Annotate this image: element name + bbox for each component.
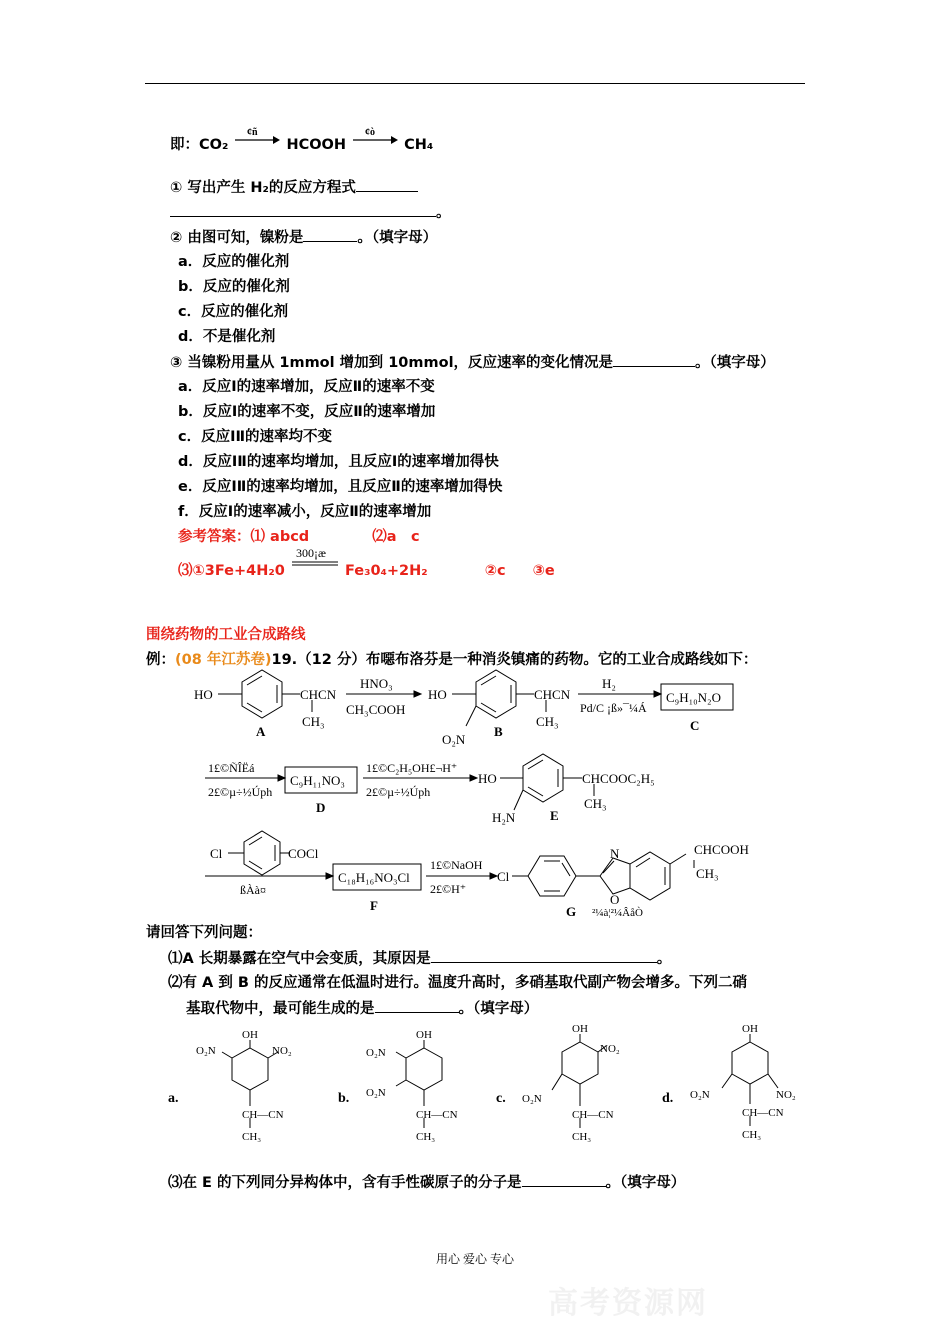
g-n: N (610, 846, 620, 861)
ring-g-phenyl (528, 856, 576, 896)
b-o2n: O₂N (442, 732, 466, 747)
b-chcn: CH—CN (416, 1109, 458, 1121)
q2-option-c: c．反应的催化剂 (178, 304, 289, 320)
label-d: D (316, 800, 326, 815)
answer-line-2 (178, 546, 555, 580)
d-no2: NO₂ (776, 1089, 796, 1101)
q2-option-a: a．反应的催化剂 (178, 254, 290, 270)
q2-option-b: b．反应的催化剂 (178, 279, 290, 295)
ring-g-benzo (630, 852, 670, 900)
synthesis-scheme (0, 668, 950, 918)
ring-choice-a (232, 1048, 268, 1090)
sub-q1 (168, 949, 671, 968)
c-ch3: CH₃ (572, 1131, 592, 1143)
choice-structures (0, 1018, 950, 1148)
choice-c-label: c. (496, 1091, 506, 1106)
sub-q3-blank (522, 1173, 606, 1187)
answer-3-condition: 300¡æ (295, 546, 326, 560)
a-oh: OH (242, 1029, 258, 1041)
q1-line2 (170, 203, 451, 222)
arrow2-label: ¢ò (365, 127, 376, 138)
arrow-2 (351, 127, 399, 154)
choice-b-label: b. (338, 1091, 350, 1106)
b-o2n-1: O₂N (366, 1047, 386, 1059)
q3-hint: 。（填字母） (695, 355, 775, 371)
f-cl: Cl (210, 846, 223, 861)
q2 (170, 228, 437, 247)
example-text: 19.（12 分）布噁布洛芬是一种消炎镇痛的药物。它的工业合成路线如下： (271, 652, 758, 668)
f-formula: C₁₈H₁₆NO₃Cl (338, 870, 410, 885)
choice-d-label: d. (662, 1091, 674, 1106)
arrow1-label: ¢ñ (247, 127, 258, 138)
a-chcn: CH—CN (242, 1109, 284, 1121)
g-chcooh: CHCOOH (694, 842, 749, 857)
page-footer: 用心 爱心 专心 (435, 1252, 514, 1266)
ring-choice-b (406, 1048, 442, 1090)
sub-q2-line1: ⑵有 A 到 B 的反应通常在低温时进行。温度升高时，多硝基取代副产物会增多。下列二硝 (168, 975, 747, 991)
step-g1: 1£©NaOH (430, 858, 483, 872)
b-ho: HO (428, 687, 447, 702)
arrow-1 (233, 127, 281, 154)
b-o2n-2: O₂N (366, 1087, 386, 1099)
a-ch3: CH₃ (302, 714, 325, 729)
hno3: HNO₃ (360, 676, 393, 691)
a-no2: NO₂ (272, 1045, 292, 1057)
answer-3-c: ③e (532, 563, 555, 579)
a-chcn: CHCN (300, 687, 337, 702)
d-chcn: CH—CN (742, 1107, 784, 1119)
ring-choice-d (732, 1042, 768, 1084)
step-e1: 1£©C₂H₅OH£¬H⁺ (366, 761, 458, 775)
e-ch3: CH₃ (584, 796, 607, 811)
c-formula: C₉H₁₀N₂O (666, 690, 721, 705)
sub-q3-text: ⑶在 E 的下列同分异构体中，含有手性碳原子的分子是 (168, 1175, 522, 1191)
q1 (170, 178, 418, 197)
reagent-f: ßÀà¤ (240, 883, 266, 897)
answer-2: ⑵a c (372, 529, 420, 545)
q3-blank (613, 353, 695, 367)
ring-g-oxazole (600, 858, 630, 894)
ring-e (523, 754, 563, 802)
ch4-formula: CH₄ (404, 137, 434, 153)
q3-option-e: e．反应ⅠⅡ的速率均增加，且反应Ⅱ的速率增加得快 (178, 479, 503, 495)
q3-option-a: a．反应Ⅰ的速率增加，反应Ⅱ的速率不变 (178, 379, 435, 395)
q3-option-d: d．反应ⅠⅡ的速率均增加，且反应Ⅰ的速率增加得快 (178, 454, 499, 470)
b-oh: OH (416, 1029, 432, 1041)
a-ho: HO (194, 687, 213, 702)
q3-option-b: b．反应Ⅰ的速率不变，反应Ⅱ的速率增加 (178, 404, 436, 420)
h2: H₂ (602, 676, 616, 691)
section-title: 围绕药物的工业合成路线 (146, 627, 306, 643)
d-formula: C₉H₁₁NO₃ (290, 773, 345, 788)
q1-end: 。 (436, 205, 451, 221)
hcooh-formula: HCOOH (286, 137, 347, 153)
pdc: Pd/C ¡ß»¯¼Á (580, 701, 647, 715)
e-ho: HO (478, 771, 497, 786)
f-cocl: COCl (288, 846, 319, 861)
q3 (170, 353, 775, 372)
sub-q3-hint: 。（填字母） (605, 1175, 686, 1191)
q3-option-c: c．反应ⅠⅡ的速率均不变 (178, 429, 333, 445)
q3-option-f: f．反应Ⅰ的速率减小，反应Ⅱ的速率增加 (178, 504, 432, 520)
q1-text: ① 写出产生 H₂的反应方程式 (170, 180, 356, 196)
scheme-prefix: 即： (170, 137, 199, 153)
choice-a-label: a. (168, 1091, 179, 1106)
label-f: F (370, 898, 378, 913)
sub-q1-text: ⑴A 长期暴露在空气中会变质，其原因是 (168, 951, 431, 967)
ring-choice-c (562, 1042, 598, 1084)
step-e2: 2£©µ÷½Úph (366, 785, 431, 799)
c-oh: OH (572, 1023, 588, 1035)
answer-label: 参考答案： (178, 529, 251, 545)
q1-blank (356, 178, 418, 192)
sub-q2-blank (375, 999, 459, 1013)
g-ch3: CH₃ (696, 866, 719, 881)
a-ch3: CH₃ (242, 1131, 262, 1143)
answer-3-prefix: ⑶①3Fe+4H₂0 (178, 563, 285, 579)
sub-q2-line2 (186, 999, 538, 1018)
reaction-scheme-line (170, 127, 434, 154)
header-rule (145, 83, 805, 84)
g-o: O (610, 892, 620, 907)
b-ch3: CH₃ (416, 1131, 436, 1143)
equilibrium-arrow (290, 546, 340, 580)
ring-a (242, 670, 282, 718)
e-h2n: H₂N (492, 810, 516, 825)
sub-q2-hint: 。（填字母） (458, 1001, 539, 1017)
c-chcn: CH—CN (572, 1109, 614, 1121)
step-d1: 1£©ÑÎËá (208, 761, 255, 775)
q2-option-d: d．不是催化剂 (178, 329, 276, 345)
step-d2: 2£©µ÷½Úph (208, 785, 273, 799)
g-note: ²¼à¦²¼ÂåÒ (592, 907, 643, 918)
ch3cooh: CH₃COOH (346, 702, 406, 717)
answer-3-b: ②c (484, 563, 506, 579)
co2-formula: CO₂ (199, 137, 229, 153)
g-cl: Cl (497, 869, 510, 884)
c-o2n: O₂N (522, 1093, 542, 1105)
sub-q3 (168, 1173, 685, 1192)
label-e: E (550, 808, 559, 823)
q1-blank-2 (170, 203, 436, 217)
sub-q2-text: 基取代物中，最可能生成的是 (186, 1001, 375, 1017)
c-no2: NO₂ (600, 1043, 620, 1055)
example-source: (08 年江苏卷) (175, 652, 272, 668)
questions-intro: 请回答下列问题： (146, 925, 262, 941)
label-b: B (494, 724, 503, 739)
a-o2n: O₂N (196, 1045, 216, 1057)
watermark: 高考资源网 (548, 1286, 708, 1321)
q3-text: ③ 当镍粉用量从 1mmol 增加到 10mmol，反应速率的变化情况是 (170, 355, 614, 371)
q2-text: ② 由图可知，镍粉是 (170, 230, 304, 246)
e-ester: CHCOOC₂H₅ (582, 771, 655, 786)
q2-hint: 。（填字母） (357, 230, 438, 246)
answer-1: ⑴ abcd (250, 529, 310, 545)
d-o2n: O₂N (690, 1089, 710, 1101)
d-ch3: CH₃ (742, 1129, 762, 1141)
example-prefix: 例： (146, 652, 175, 668)
answer-3-product: Fe₃0₄+2H₂ (344, 563, 428, 579)
label-g: G (566, 904, 577, 918)
sub-q1-end: 。 (656, 951, 672, 967)
example-line (146, 651, 757, 669)
answer-line-1 (178, 528, 420, 546)
sub-q1-blank (431, 949, 657, 963)
step-g2: 2£©H⁺ (430, 882, 467, 896)
q2-blank (303, 228, 357, 242)
ring-b (476, 670, 516, 718)
b-chcn: CHCN (534, 687, 571, 702)
label-a: A (256, 724, 266, 739)
b-ch3: CH₃ (536, 714, 559, 729)
d-oh: OH (742, 1023, 758, 1035)
label-c: C (690, 718, 700, 733)
